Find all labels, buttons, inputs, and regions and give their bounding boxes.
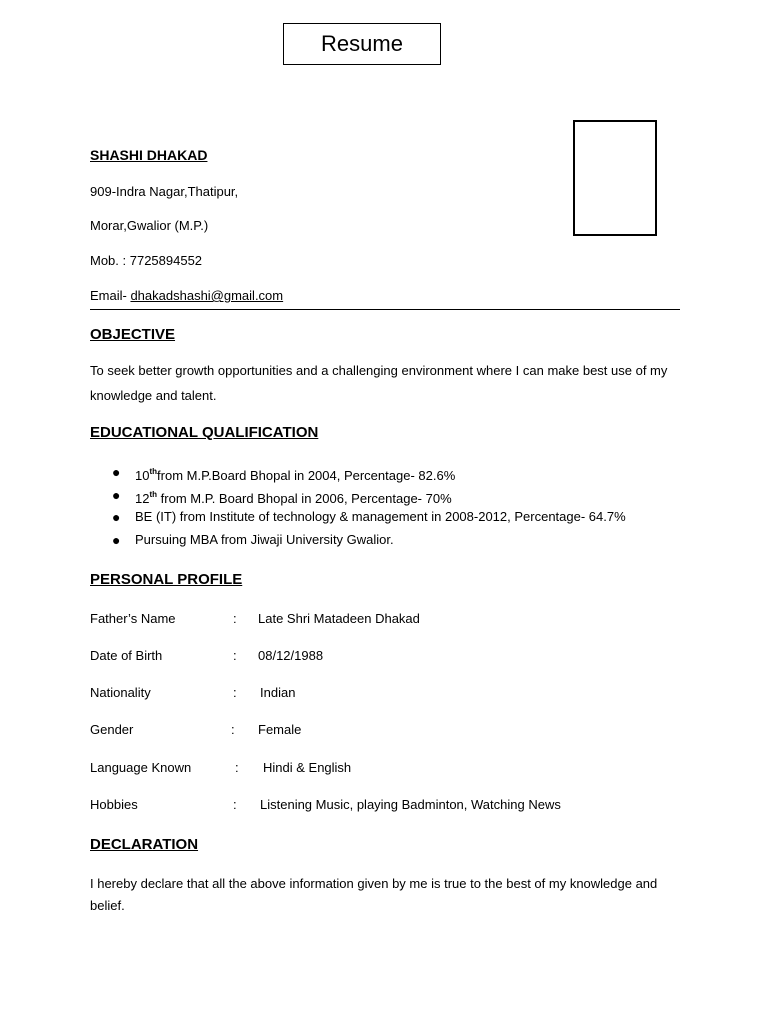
- photo-placeholder: [573, 120, 657, 236]
- profile-label: Language Known: [90, 760, 192, 775]
- bullet-icon: ●: [112, 509, 121, 526]
- candidate-name: SHASHI DHAKAD: [90, 147, 208, 163]
- resume-title: Resume: [283, 23, 441, 65]
- profile-row-gender: [90, 722, 710, 742]
- profile-separator: :: [233, 611, 237, 626]
- list-item: ● 10thfrom M.P.Board Bhopal in 2004, Percentage- 82.6%: [90, 461, 730, 484]
- profile-row-nationality: [90, 685, 710, 705]
- bullet-icon: ●: [112, 464, 121, 480]
- list-item: ● Pursuing MBA from Jiwaji University Gwalior.: [90, 529, 730, 552]
- profile-label: Hobbies: [90, 797, 138, 812]
- declaration-heading: DECLARATION: [90, 836, 199, 853]
- profile-separator: :: [233, 648, 237, 663]
- profile-row-hobbies: [90, 797, 710, 817]
- address-line-1: 909-Indra Nagar,Thatipur,: [90, 184, 239, 199]
- profile-label: Father’s Name: [90, 611, 176, 626]
- profile-label: Date of Birth: [90, 648, 163, 663]
- profile-label: Nationality: [90, 685, 151, 700]
- profile-row-date-of-birth: [90, 648, 710, 668]
- profile-label: Gender: [90, 722, 134, 737]
- profile-separator: :: [235, 760, 239, 775]
- education-list: [90, 461, 730, 552]
- email-line: [90, 288, 283, 303]
- address-line-2: Morar,Gwalior (M.P.): [90, 218, 209, 233]
- email-link[interactable]: dhakadshashi@gmail.com: [130, 288, 284, 303]
- profile-value: Listening Music, playing Badminton, Watching News: [260, 797, 561, 812]
- personal-profile-heading: PERSONAL PROFILE: [90, 571, 243, 588]
- declaration-text: I hereby declare that all the above information given by me is true to the best of my knowledge and belief.: [90, 876, 658, 913]
- profile-row-fathers-name: [90, 611, 710, 631]
- profile-separator: :: [233, 797, 237, 812]
- bullet-icon: ●: [112, 486, 121, 503]
- profile-value: Indian: [260, 685, 296, 700]
- profile-separator: :: [231, 722, 235, 737]
- email-label: Email-: [90, 288, 131, 303]
- profile-separator: :: [233, 685, 237, 700]
- objective-heading: OBJECTIVE: [90, 326, 176, 343]
- profile-value: Female: [258, 722, 302, 737]
- list-item: ● 12th from M.P. Board Bhopal in 2006, Percentage- 70%: [90, 484, 730, 507]
- profile-value: Late Shri Matadeen Dhakad: [258, 611, 420, 626]
- profile-value: 08/12/1988: [258, 648, 324, 663]
- profile-value: Hindi & English: [263, 760, 352, 775]
- profile-row-language-known: [90, 760, 710, 780]
- list-item: ● BE (IT) from Institute of technology & management in 2008-2012, Percentage- 64.7%: [90, 506, 730, 529]
- education-heading: EDUCATIONAL QUALIFICATION: [90, 424, 319, 441]
- mobile-number: Mob. : 7725894552: [90, 253, 203, 268]
- header-divider: [90, 309, 680, 310]
- objective-text: To seek better growth opportunities and a challenging environment where I can make best use of my knowledge and talent.: [90, 363, 668, 403]
- bullet-icon: ●: [112, 532, 121, 549]
